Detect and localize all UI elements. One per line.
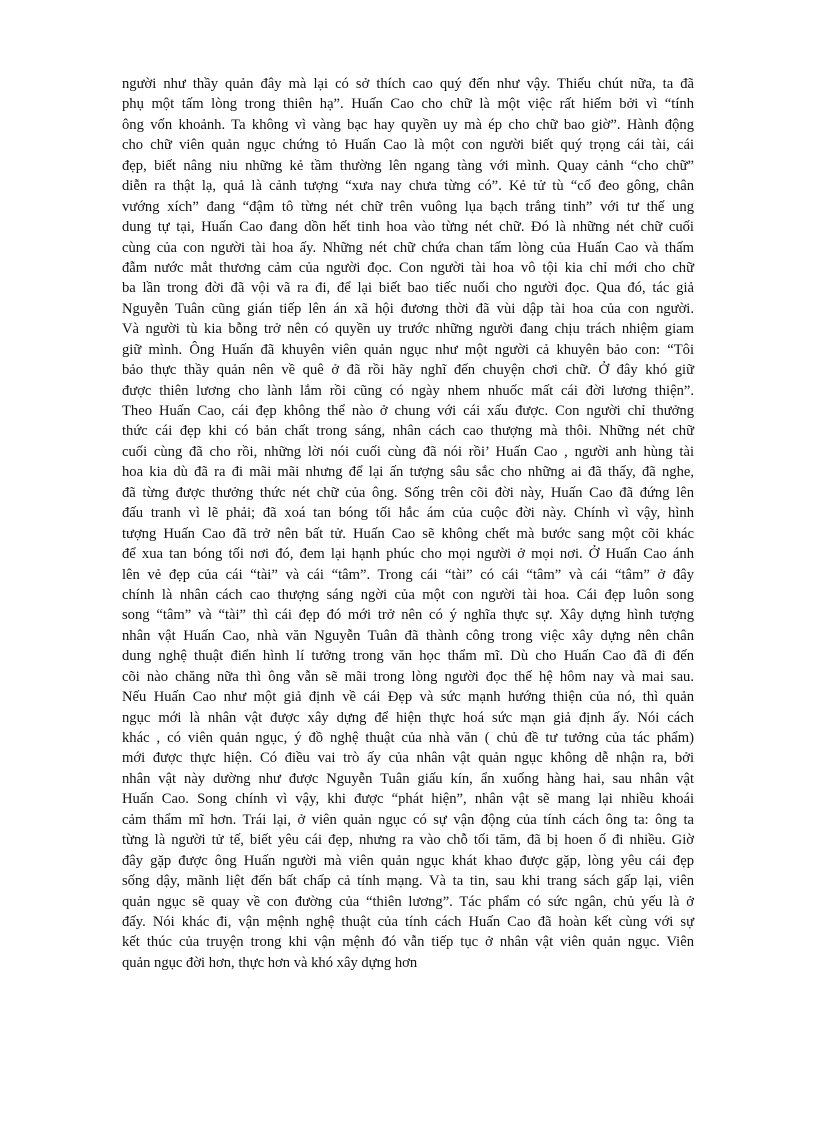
text-line: đây gặp được ông Huấn người mà viên quản ngục khát khao được gặp, lòng yêu cái đẹp <box>122 852 694 869</box>
text-line: đẫm nước mắt thương cảm của người đọc. Con người tài hoa vô tội kia chỉ mới cho chữ <box>122 259 694 276</box>
text-line: lên vẻ đẹp của cái “tài” và cái “tâm”. Trong cái “tài” có cái “tâm” và cái “tâm” ở đây <box>122 566 694 583</box>
text-line: Theo Huấn Cao, cái đẹp không thể nào ở chung với cái xấu được. Con người chỉ thưởng <box>122 403 694 419</box>
text-line: ông vốn khoảnh. Ta không vì vàng bạc hay quyền uy mà ép cho chữ bao giờ”. Hành động <box>122 116 694 133</box>
text-line: bảo thực thầy quản nên về quê ở đã rồi hãy nghĩ đến chuyện chơi chữ. Ở đây khó giữ <box>122 362 694 379</box>
text-line: cảm thẩm mĩ hơn. Trái lại, ở viên quản ngục có sự vận động của tính cách ông ta: ông ta <box>122 811 694 828</box>
text-line: cho chữ viên quản ngục chứng tỏ Huấn Cao là một con người biết quý trọng cái tài, cái <box>122 137 694 154</box>
text-line: phụ một tấm lòng trong thiên hạ”. Huấn Cao cho chữ là một việc rất hiếm bởi vì “tính <box>122 96 694 113</box>
text-line: diễn ra thật lạ, quả là cảnh tượng “xưa nay chưa từng có”. Kẻ tử tù “cổ đeo gông, chân <box>122 178 694 195</box>
text-line: sống dậy, mãnh liệt đến bất chấp cả tính mạng. Và ta tin, sau khi trang sách gấp lại, viên <box>122 873 694 890</box>
text-line: song “tâm” và “tài” thì cái đẹp đó mới trở nên có ý nghĩa thực sự. Xây dựng hình tượng <box>122 607 694 624</box>
text-line: cùng của con người tài hoa ấy. Những nét chữ chứa chan tấm lòng của Huấn Cao và thấm <box>122 239 694 256</box>
text-line: dung tự tại, Huấn Cao đang dồn hết tinh hoa vào từng nét chữ. Đó là những nét chữ cuối <box>122 219 694 236</box>
text-line: Và người tù kia bỗng trở nên có quyền uy trước những người đang chịu trách nhiệm giam <box>122 321 694 338</box>
text-line: tượng Huấn Cao đã trở nên bất tử. Huấn Cao sẽ không chết mà bước sang một cõi khác <box>122 525 694 542</box>
text-line: thức cái đẹp khi có bản chất trong sáng, nhân cách cao thượng mà thôi. Những nét chữ <box>122 423 694 440</box>
text-line: ba lần trong đời đã vội vã ra đi, để lại biết bao tiếc nuối cho người đọc. Qua đó, tác giả <box>122 280 694 297</box>
text-line: khác , có viên quản ngục, ý đồ nghệ thuật của nhà văn ( chủ đề tư tưởng của tác phẩm) <box>122 730 694 746</box>
text-line: để xua tan bóng tối nơi đó, đem lại hạnh phúc cho mọi người ở mọi nơi. Ở Huấn Cao ánh <box>122 546 694 563</box>
text-line: đấu tranh vì lẽ phải; đã xoá tan bóng tối hắc ám của cuộc đời này. Chính vì vậy, hình <box>122 505 694 522</box>
text-line: quản ngục sẽ quay về con đường của “thiên lương”. Tác phẩm có sức ngân, chủ yếu là ở <box>122 893 694 910</box>
text-line: dung nghệ thuật điển hình lí tưởng trong văn học thẩm mĩ. Dù cho Huấn Cao đã đi đến <box>122 648 694 665</box>
text-line: cõi nào chăng nữa thì ông vẫn sẽ mãi trong lòng người đọc thế hệ hôm nay và mai sau. <box>122 668 694 685</box>
text-line: Nguyễn Tuân cũng gián tiếp lên án xã hội đương thời đã vùi dập tài hoa của con người. <box>122 300 694 317</box>
text-line: hoa kia dù đã ra đi mãi mãi nhưng để lại ấn tượng sâu sắc cho những ai đã thấy, đã nghe, <box>122 464 694 481</box>
text-line: chính là nhân cách cao thượng sáng ngời của một con người tài hoa. Cái đẹp luôn song <box>122 586 694 603</box>
text-line: cuối cùng đã cho rồi, những lời nói cuối cùng đã nói rồi’ Huấn Cao , người anh hùng tài <box>122 443 694 460</box>
body-text <box>122 74 694 973</box>
text-line: Huấn Cao. Song chính vì vậy, khi được “phát hiện”, nhân vật sẽ mang lại nhiều khoái <box>122 791 694 808</box>
text-line: đấy. Nói khác đi, vận mệnh nghệ thuật của tính cách Huấn Cao đã hoàn kết cùng với sự <box>122 913 694 930</box>
text-line: kết thúc của truyện trong khi vận mệnh đó vẫn tiếp tục ở nhân vật viên quản ngục. Viên <box>122 934 694 951</box>
text-line: đẹp, biết nâng niu những kẻ tầm thường lên ngang tàng với mình. Quay cảnh “cho chữ” <box>122 157 694 174</box>
text-line: ngục mới là nhân vật được xây dựng để hiện thực hoá sức mạn giả định ấy. Nói cách <box>122 709 694 726</box>
text-line: đã từng được thưởng thức nét chữ của ông. Sống trên cõi đời này, Huấn Cao đã đứng lên <box>122 484 694 501</box>
text-line: vướng xích” đang “đậm tô từng nét chữ trên vuông lụa bạch trắng tinh” với tư thế ung <box>122 198 694 215</box>
text-line: nhân vật Huấn Cao, nhà văn Nguyễn Tuân đã thành công trong việc xây dựng nên chân <box>122 627 694 644</box>
text-line: từng là người tử tế, biết yêu cái đẹp, nhưng ra vào chỗ tối tăm, đã bị hoen ố đi nhiều. Giờ <box>122 832 694 849</box>
text-line: nhân vật này dường như được Nguyễn Tuân giấu kín, ẩn xuống hàng hai, sau nhân vật <box>122 770 694 787</box>
text-line: giữ mình. Ông Huấn đã khuyên viên quản ngục như một người cả khuyên bảo con: “Tôi <box>122 341 694 358</box>
text-line: người như thầy quản đây mà lại có sở thích cao quý đến như vậy. Thiếu chút nữa, ta đã <box>122 76 694 92</box>
text-line: mới được thực hiện. Có điều vai trò ấy của nhân vật quản ngục không dễ nhận ra, bởi <box>122 750 694 767</box>
text-line: được thiên lương cho lành lắm rồi cũng có ngày nhem nhuốc mất cái đời lương thiện”. <box>122 382 694 399</box>
text-line: Nếu Huấn Cao như một giả định về cái Đẹp và sức mạnh hướng thiện của nó, thì quản <box>122 689 694 706</box>
text-line: quản ngục đời hơn, thực hơn và khó xây dựng hơn <box>122 954 418 971</box>
